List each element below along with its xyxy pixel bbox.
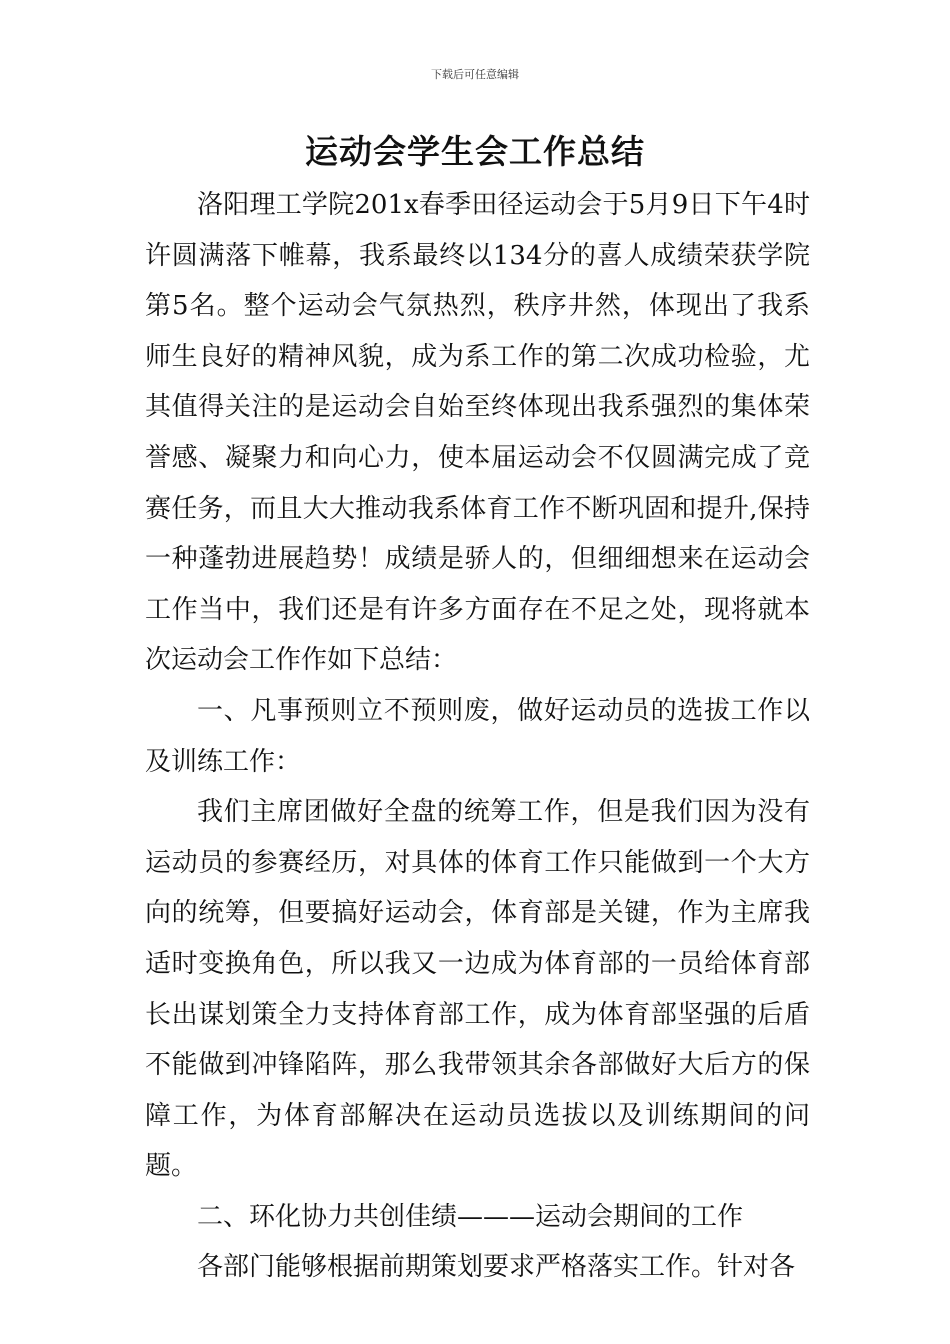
document-title: 运动会学生会工作总结 [305,132,645,171]
section-heading-2: 二、环化协力共创佳绩———运动会期间的工作 [197,1201,744,1232]
section-heading-1: 一、凡事预则立不预则废，做好运动员的选拔工作以及训练工作： [145,695,810,777]
document-body [145,180,810,1293]
paragraph-intro: 洛阳理工学院201x春季田径运动会于5月9日下午4时许圆满落下帷幕，我系最终以134分的喜人成绩荣获学院第5名。整个运动会气氛热烈，秩序井然，体现出了我系师生良好的精神风貌，成为系工作的第二次成功检验，尤其值得关注的是运动会自始至终体现出我系强烈的集体荣誉感、凝聚力和向心力，使本届运动会不仅圆满完成了竞赛任务，而且大大推动我系体育工作不断巩固和提升,保持一种蓬勃进展趋势！成绩是骄人的，但细细想来在运动会工作当中，我们还是有许多方面存在不足之处，现将就本次运动会工作作如下总结： [145,190,810,676]
paragraph-section-1: 我们主席团做好全盘的统筹工作，但是我们因为没有运动员的参赛经历，对具体的体育工作只能做到一个大方向的统筹，但要搞好运动会，体育部是关键，作为主席我适时变换角色，所以我又一边成为体育部的一员给体育部长出谋划策全力支持体育部工作，成为体育部坚强的后盾不能做到冲锋陷阵，那么我带领其余各部做好大后方的保障工作，为体育部解决在运动员选拔以及训练期间的问题。 [145,797,810,1182]
header-note: 下载后可任意编辑 [431,68,519,81]
paragraph-section-2: 各部门能够根据前期策划要求严格落实工作。针对各 [197,1252,796,1283]
